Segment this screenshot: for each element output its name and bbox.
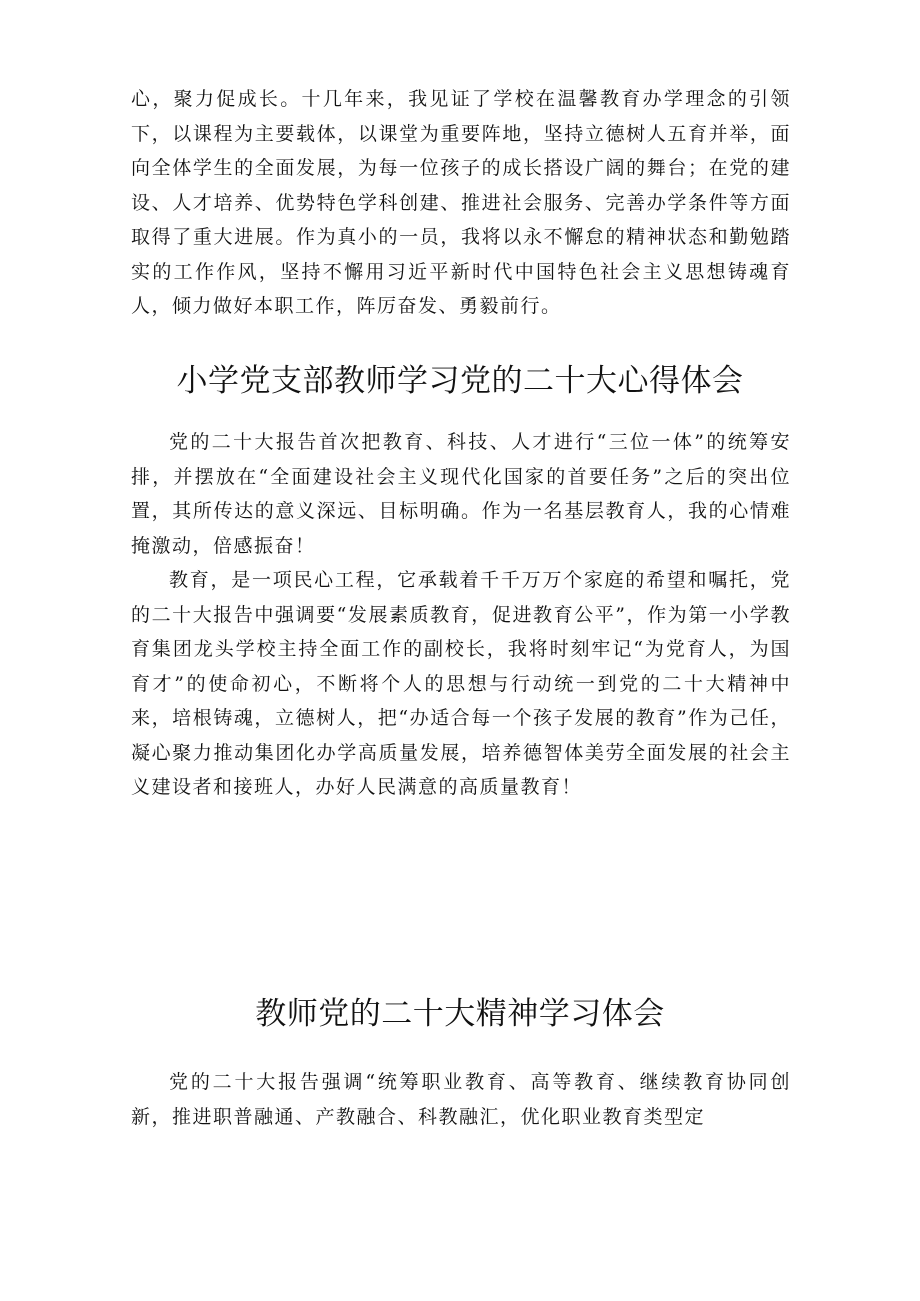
article-section xyxy=(131,425,791,805)
section-title: 小学党支部教师学习党的二十大心得体会 xyxy=(176,363,744,399)
body-paragraph: 党的二十大报告首次把教育、科技、人才进行“三位一体”的统筹安排，并摆放在“全面建设社会主义现代化国家的首要任务”之后的突出位置，其所传达的意义深远、目标明确。作为一名基层教育人，我的心情难掩激动，倍感振奋！ xyxy=(131,431,791,557)
body-paragraph: 心，聚力促成长。十几年来，我见证了学校在温馨教育办学理念的引领下，以课程为主要载体，以课堂为重要阵地，坚持立德树人五育并举，面向全体学生的全面发展，为每一位孩子的成长搭设广阔的舞台；在党的建设、人才培养、优势特色学科创建、推进社会服务、完善办学条件等方面取得了重大进展。作为真小的一员，我将以永不懈怠的精神状态和勤勉踏实的工作作风，坚持不懈用习近平新时代中国特色社会主义思想铸魂育人，倾力做好本职工作，阵厉奋发、勇毅前行。 xyxy=(131,88,791,317)
intro-section xyxy=(131,82,791,324)
body-paragraph: 党的二十大报告强调“统筹职业教育、高等教育、继续教育协同创新，推进职普融通、产教融合、科教融汇，优化职业教育类型定 xyxy=(131,1071,791,1128)
section-title: 教师党的二十大精神学习体会 xyxy=(255,996,665,1032)
article-section xyxy=(131,1065,791,1134)
body-paragraph: 教育，是一项民心工程，它承载着千千万万个家庭的希望和嘱托，党的二十大报告中强调要“发展素质教育，促进教育公平”，作为第一小学教育集团龙头学校主持全面工作的副校长，我将时刻牢记“为党育人，为国育才”的使命初心，不断将个人的思想与行动统一到党的二十大精神中来，培根铸魂，立德树人，把“办适合每一个孩子发展的教育”作为己任，凝心聚力推动集团化办学高质量发展，培养德智体美劳全面发展的社会主义建设者和接班人，办好人民满意的高质量教育！ xyxy=(131,569,791,798)
